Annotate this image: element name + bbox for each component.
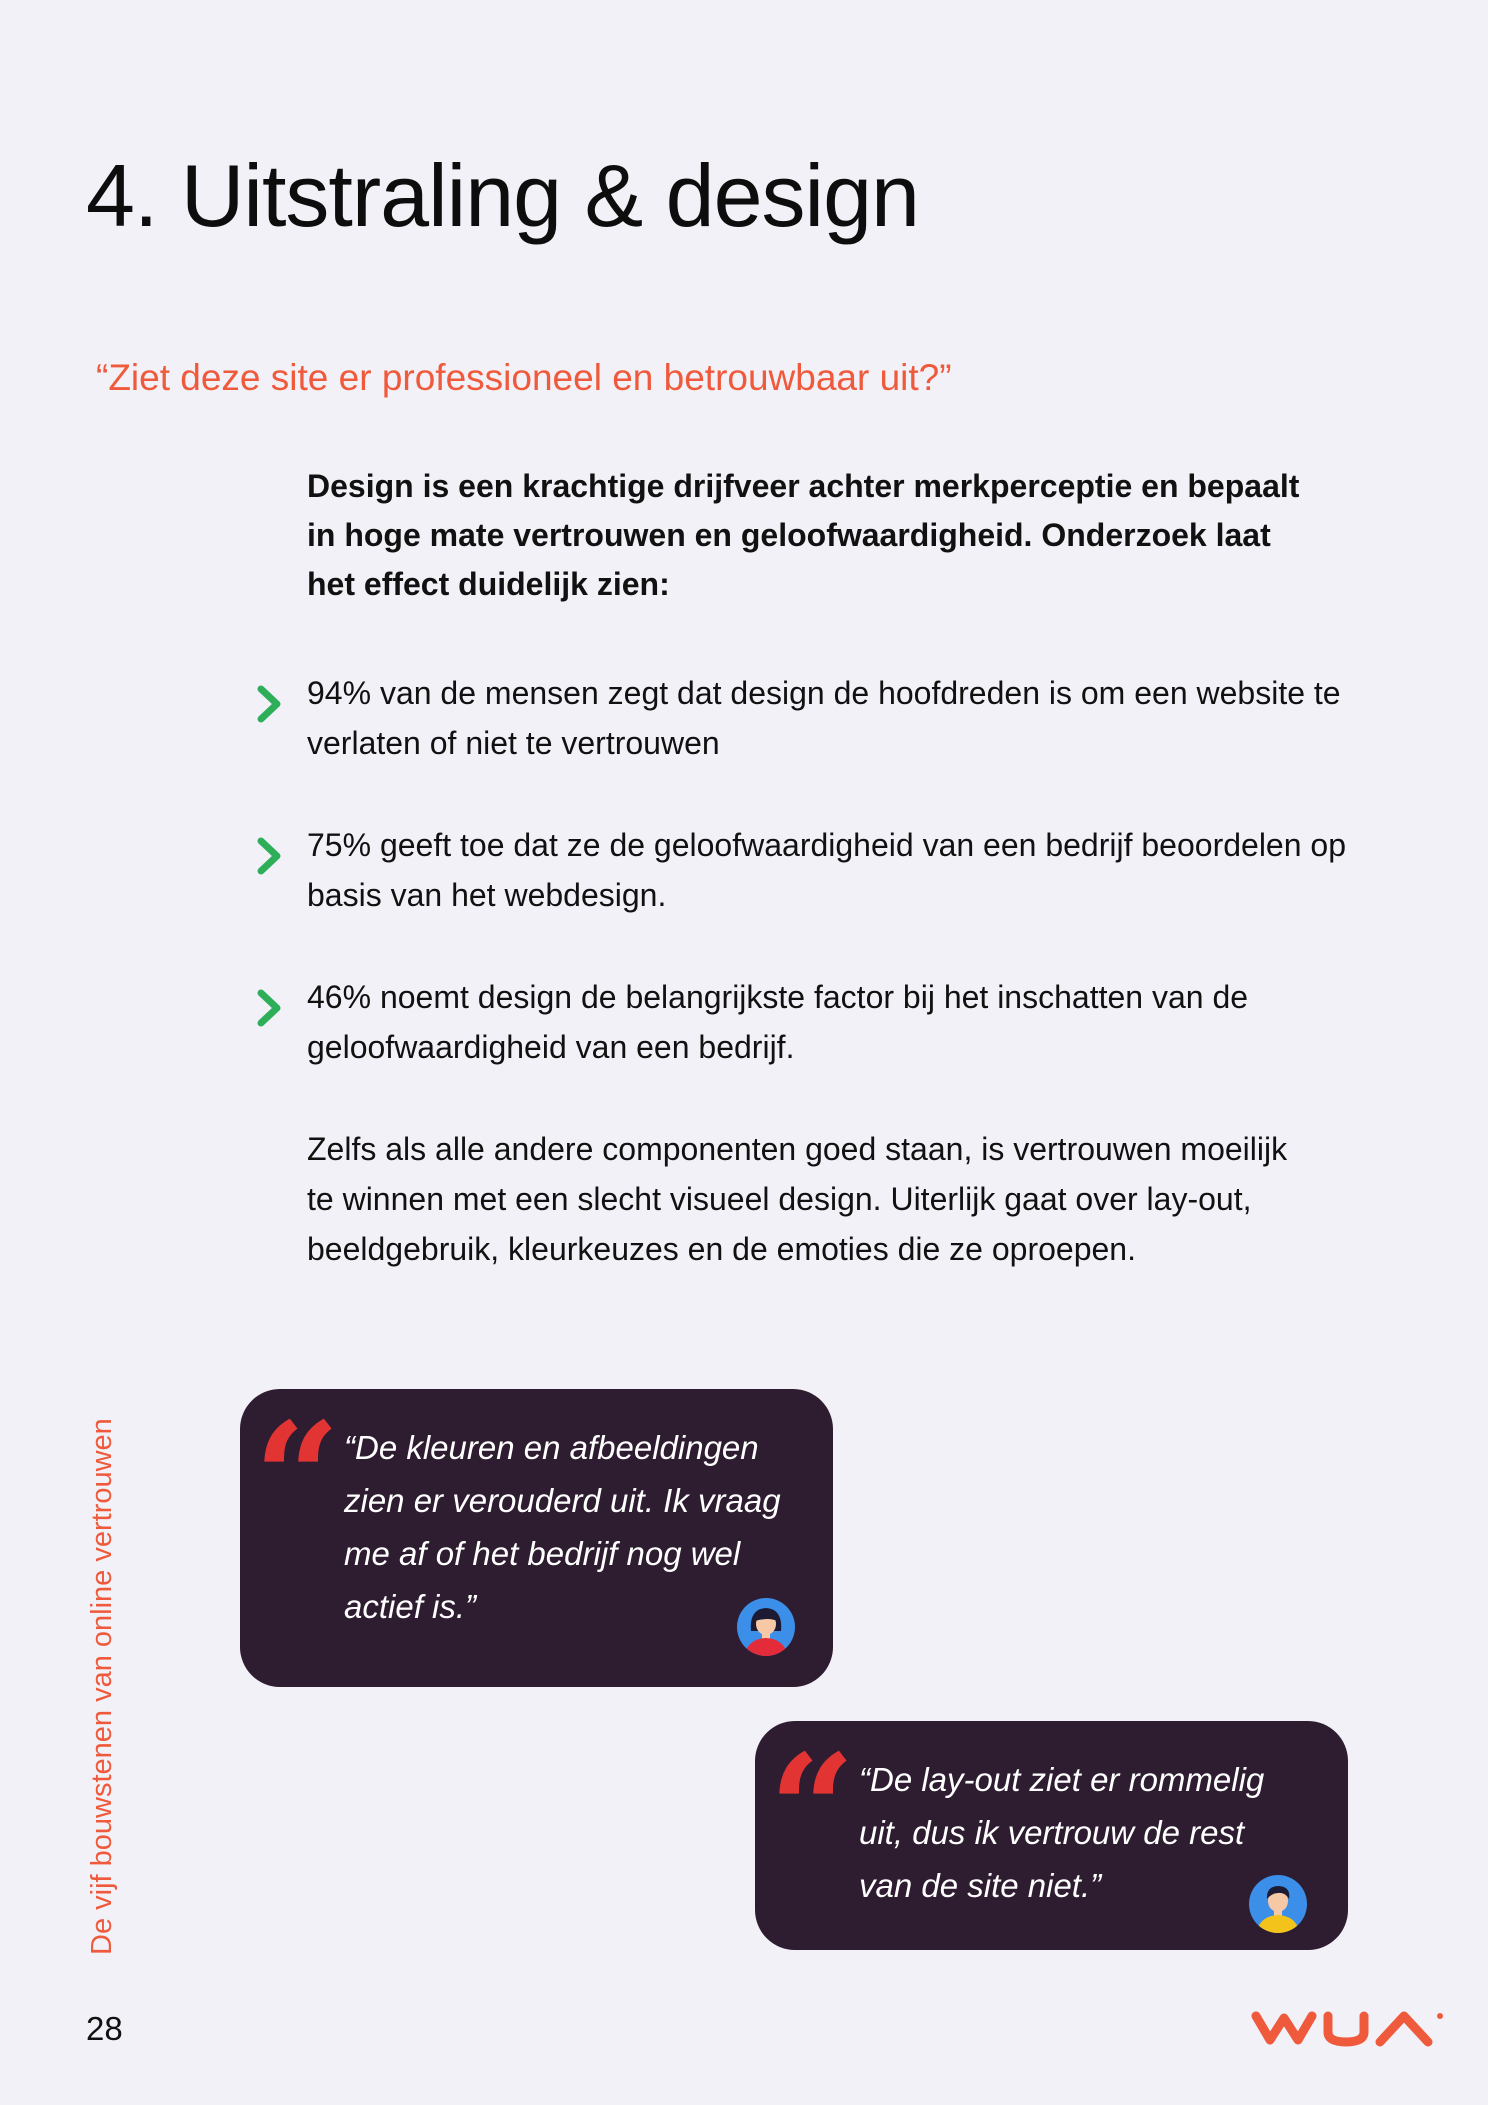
list-item [255, 668, 1355, 768]
man-avatar-icon [1248, 1874, 1308, 1934]
quote-mark-icon: “ [254, 1390, 341, 1566]
list-item-text: 46% noemt design de belangrijkste factor bij het inschatten van de geloofwaardigheid van een bedrijf. [307, 979, 1249, 1065]
page-number: 28 [86, 2010, 123, 2047]
quote-text: “De kleuren en afbeeldingen zien er verouderd uit. Ik vraag me af of het bedrijf nog wel actief is.” [344, 1429, 781, 1625]
intro-paragraph: Design is een krachtige drijfveer achter merkperceptie en bepaalt in hoge mate vertrouwen en geloofwaardigheid. Onderzoek laat het effect duidelijk zien: [307, 468, 1300, 602]
side-label: De vijf bouwstenen van online vertrouwen [86, 1418, 118, 1955]
woman-avatar-icon [736, 1597, 796, 1657]
chevron-right-icon [255, 987, 285, 1029]
wua-logo-icon [1250, 2008, 1446, 2048]
page-subtitle: “Ziet deze site er professioneel en betrouwbaar uit?” [96, 357, 952, 398]
quote-card-2 [755, 1721, 1348, 1950]
quote-mark-icon: “ [769, 1722, 856, 1898]
chevron-right-icon [255, 835, 285, 877]
quote-card-1 [240, 1389, 833, 1687]
chevron-right-icon [255, 683, 285, 725]
page-title: 4. Uitstraling & design [86, 146, 919, 245]
list-item-text: 94% van de mensen zegt dat design de hoofdreden is om een website te verlaten of niet te vertrouwen [307, 675, 1341, 761]
list-item [255, 820, 1355, 920]
closing-paragraph: Zelfs als alle andere componenten goed staan, is vertrouwen moeilijk te winnen met een slecht visueel design. Uiterlijk gaat over lay-out, beeldgebruik, kleurkeuzes en de emoties die ze oproepen. [307, 1131, 1288, 1267]
statistics-list [255, 668, 1355, 1124]
list-item-text: 75% geeft toe dat ze de geloofwaardigheid van een bedrijf beoordelen op basis van het webdesign. [307, 827, 1346, 913]
quote-text: “De lay-out ziet er rommelig uit, dus ik vertrouw de rest van de site niet.” [859, 1761, 1265, 1904]
list-item [255, 972, 1355, 1072]
